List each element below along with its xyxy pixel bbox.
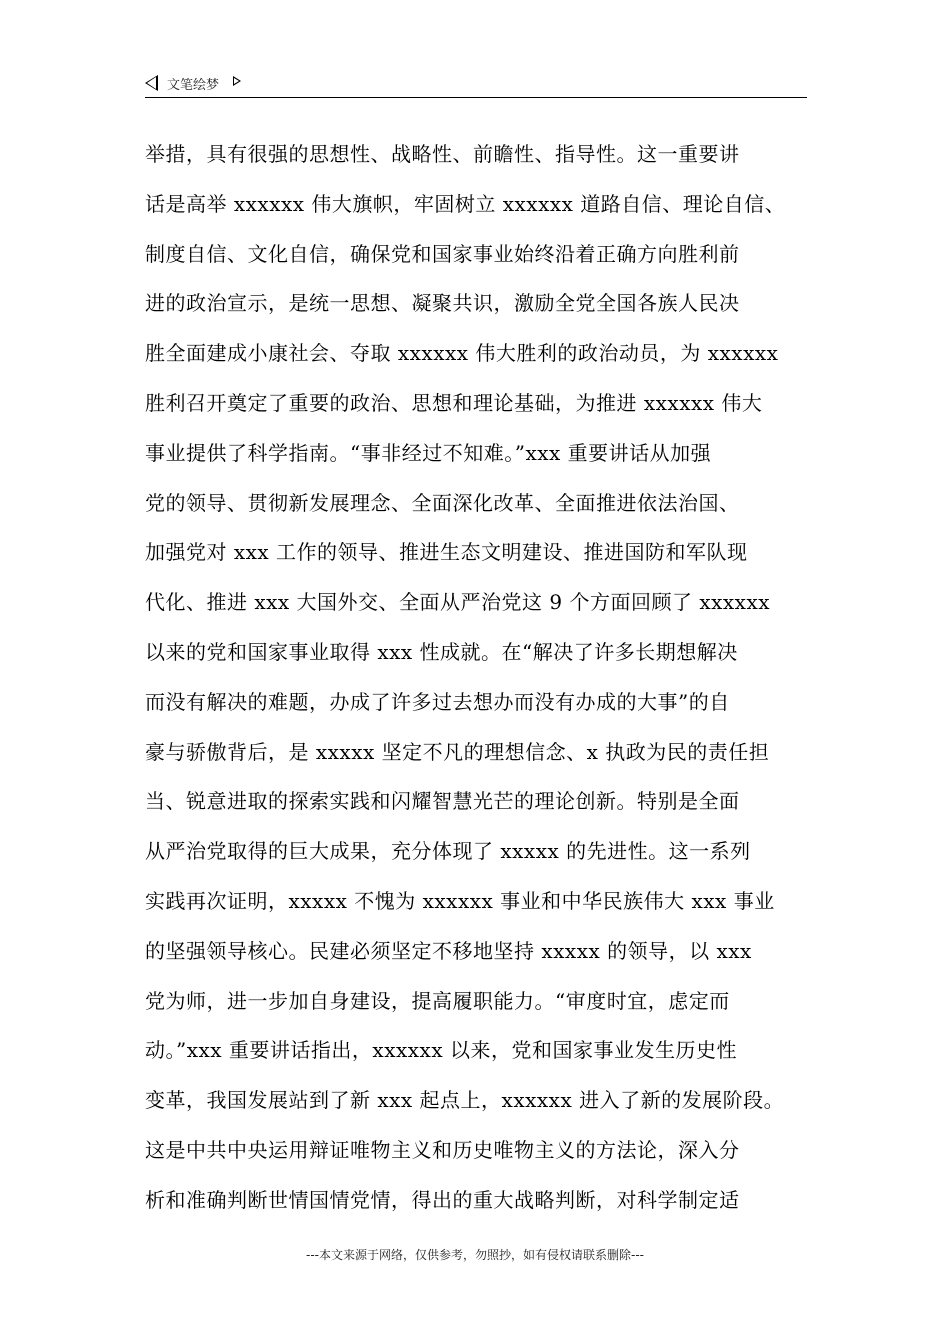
text-line: 豪与骄傲背后，是 xxxxx 坚定不凡的理想信念、x 执政为民的责任担 (145, 739, 770, 764)
text-line: 胜利召开奠定了重要的政治、思想和理论基础，为推进 xxxxxx 伟大 (145, 390, 763, 415)
text-line: 变革，我国发展站到了新 xxx 起点上，xxxxxx 进入了新的发展阶段。 (145, 1088, 785, 1113)
footer-disclaimer: ---本文来源于网络，仅供参考，勿照抄，如有侵权请联系删除--- (306, 1248, 644, 1262)
right-triangle-icon (233, 76, 241, 86)
text-line: 胜全面建成小康社会、夺取 xxxxxx 伟大胜利的政治动员，为 xxxxxx (145, 341, 779, 366)
text-line: 的坚强领导核心。民建必须坚定不移地坚持 xxxxx 的领导，以 xxx (145, 938, 752, 963)
document-body (145, 130, 825, 1226)
text-line: 而没有解决的难题，办成了许多过去想办而没有办成的大事”的自 (145, 689, 730, 714)
text-line: 举措，具有很强的思想性、战略性、前瞻性、指导性。这一重要讲 (145, 142, 740, 166)
text-line: 党为师，进一步加自身建设，提高履职能力。“审度时宜，虑定而 (145, 988, 730, 1013)
text-line: 加强党对 xxx 工作的领导、推进生态文明建设、推进国防和军队现 (145, 540, 748, 565)
text-line: 当、锐意进取的探索实践和闪耀智慧光芒的理论创新。特别是全面 (145, 789, 740, 814)
text-line: 代化、推进 xxx 大国外交、全面从严治党这 9 个方面回顾了 xxxxxx (145, 590, 771, 615)
text-line: 制度自信、文化自信，确保党和国家事业始终沿着正确方向胜利前 (145, 241, 740, 266)
header-title: 文笔绘梦 (167, 78, 220, 93)
text-line: 进的政治宣示，是统一思想、凝聚共识，激励全党全国各族人民决 (145, 291, 740, 316)
text-line: 党的领导、贯彻新发展理念、全面深化改革、全面推进依法治国、 (145, 490, 740, 515)
text-line: 事业提供了科学指南。“事非经过不知难。”xxx 重要讲话从加强 (145, 440, 712, 465)
text-line: 动。”xxx 重要讲话指出，xxxxxx 以来，党和国家事业发生历史性 (145, 1038, 737, 1063)
page-header (145, 72, 807, 98)
left-triangle-icon (145, 75, 158, 91)
text-line: 从严治党取得的巨大成果，充分体现了 xxxxx 的先进性。这一系列 (145, 839, 751, 864)
text-line: 以来的党和国家事业取得 xxx 性成就。在“解决了许多长期想解决 (145, 639, 738, 664)
text-line: 话是高举 xxxxxx 伟大旗帜，牢固树立 xxxxxx 道路自信、理论自信、 (145, 191, 786, 216)
text-line: 实践再次证明，xxxxx 不愧为 xxxxxx 事业和中华民族伟大 xxx 事业 (145, 888, 775, 913)
text-line: 这是中共中央运用辩证唯物主义和历史唯物主义的方法论，深入分 (145, 1137, 740, 1162)
text-line: 析和准确判断世情国情党情，得出的重大战略判断，对科学制定适 (145, 1187, 740, 1212)
